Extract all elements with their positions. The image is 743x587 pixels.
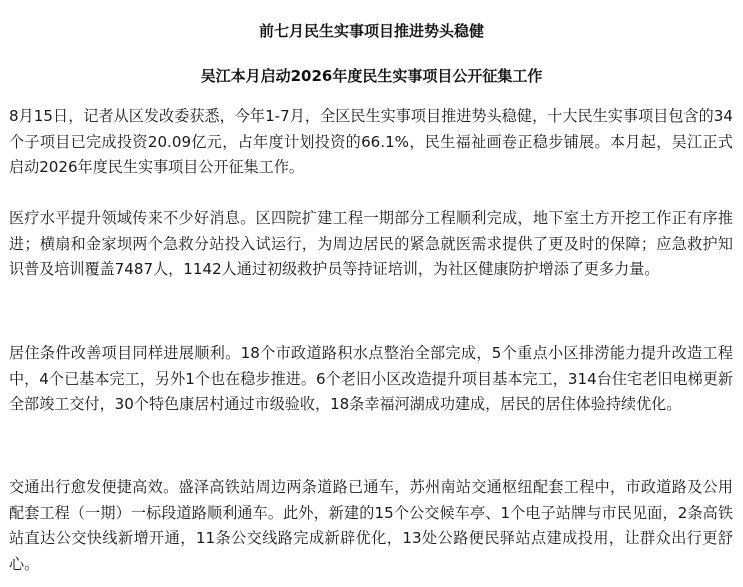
article-subheadline: 吴江本月启动2026年度民生实事项目公开征集工作: [200, 67, 543, 85]
article-headline: 前七月民生实事项目推进势头稳健: [258, 22, 484, 40]
paragraph-housing: 居住条件改善项目同样进展顺利。18个市政道路积水点整治全部完成，5个重点小区排涝能力提升改造工程中，4个已基本完工，另外1个也在稳步推进。6个老旧小区改造提升项目基本完工，314台住宅老旧电梯更新全部竣工交付，30个特色康居村通过市级验收，18条幸福河湖成功建成，居民的居住体验持续优化。: [9, 344, 733, 413]
paragraph-intro: 8月15日，记者从区发改委获悉，今年1-7月，全区民生实事项目推进势头稳健，十大民生实事项目包含的34个子项目已完成投资20.09亿元，占年度计划投资的66.1%，民生福祉画卷正稳步铺展。本月起，吴江正式启动2026年度民生实事项目公开征集工作。: [9, 107, 733, 176]
paragraph-transport: 交通出行愈发便捷高效。盛泽高铁站周边两条道路已通车，苏州南站交通枢纽配套工程中，市政道路及公用配套工程（一期）一标段道路顺利通车。此外，新建的15个公交候车亭、1个电子站牌与市民见面，2条高铁站直达公交快线新增开通，11条公交线路完成新辟优化，13处公路便民驿站点建成投用，让群众出行更舒心。: [9, 478, 733, 573]
paragraph-medical: 医疗水平提升领域传来不少好消息。区四院扩建工程一期部分工程顺利完成，地下室土方开挖工作正有序推进；横扇和金家坝两个急救分站投入试运行，为周边居民的紧急就医需求提供了更及时的保障；应急救护知识普及培训覆盖7487人，1142人通过初级救护员等持证培训，为社区健康防护增添了更多力量。: [9, 209, 733, 278]
